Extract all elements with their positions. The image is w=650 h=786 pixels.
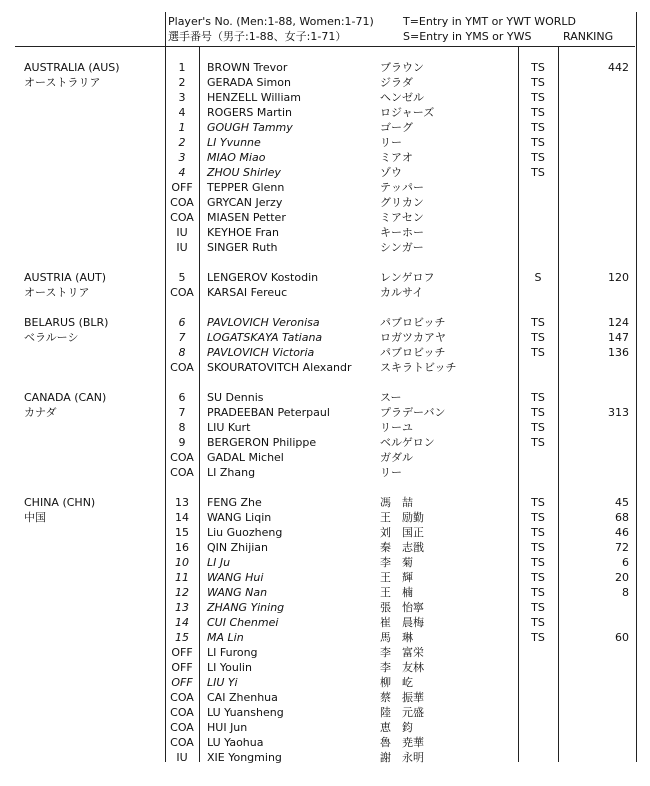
player-name: BROWN Trevor [207, 61, 288, 74]
player-name-jp: プラデーバン [380, 406, 446, 419]
player-row [0, 495, 650, 510]
player-row [0, 720, 650, 735]
player-name-jp: 謝 永明 [380, 751, 424, 764]
player-name: WANG Liqin [207, 511, 272, 524]
player-name: WANG Hui [207, 571, 264, 584]
player-name: ZHOU Shirley [207, 166, 281, 179]
player-number: COA [170, 286, 194, 299]
player-name: GADAL Michel [207, 451, 284, 464]
player-number: 2 [178, 76, 186, 89]
entry-s-legend: S=Entry in YMS or YWS [403, 30, 532, 43]
player-name-jp: 馬 琳 [380, 631, 413, 644]
player-name-jp: ブラウン [380, 61, 424, 74]
player-number: COA [170, 736, 194, 749]
player-row [0, 465, 650, 480]
player-name: GOUGH Tammy [207, 121, 293, 134]
ranking-value: 124 [608, 316, 629, 329]
player-name-jp: 崔 晨梅 [380, 616, 424, 629]
player-name-jp: リー [380, 136, 402, 149]
player-name: LU Yaohua [207, 736, 264, 749]
player-row [0, 315, 650, 330]
player-name: GRYCAN Jerzy [207, 196, 283, 209]
player-name-jp: ヘンゼル [380, 91, 424, 104]
player-row [0, 555, 650, 570]
player-name: PAVLOVICH Victoria [207, 346, 315, 359]
country-name-jp: ベラルーシ [24, 331, 79, 344]
player-number: COA [170, 361, 194, 374]
entry-code: TS [531, 331, 545, 344]
player-name-jp: ガダル [380, 451, 413, 464]
player-name-jp: パブロビッチ [380, 316, 446, 329]
player-name-jp: 王 励勤 [380, 511, 424, 524]
player-name: LI Ju [207, 556, 231, 569]
player-name-jp: ミアオ [380, 151, 413, 164]
entry-code: TS [531, 91, 545, 104]
player-number: COA [170, 706, 194, 719]
player-number: 3 [178, 91, 186, 104]
player-name: SKOURATOVITCH Alexandr [207, 361, 352, 374]
entry-code: TS [531, 511, 545, 524]
player-number: 15 [175, 526, 189, 539]
entry-code: TS [531, 421, 545, 434]
player-number: 15 [175, 631, 189, 644]
entry-code: TS [531, 166, 545, 179]
player-number: COA [170, 451, 194, 464]
player-row [0, 675, 650, 690]
player-number: 13 [175, 601, 189, 614]
player-row [0, 510, 650, 525]
player-row [0, 615, 650, 630]
entry-code: TS [531, 151, 545, 164]
entry-code: TS [531, 541, 545, 554]
player-name-jp: 李 菊 [380, 556, 413, 569]
entry-code: TS [531, 616, 545, 629]
entry-code: TS [531, 571, 545, 584]
player-row [0, 705, 650, 720]
player-name: PAVLOVICH Veronisa [207, 316, 320, 329]
player-number: 6 [178, 316, 186, 329]
player-number: 10 [175, 556, 189, 569]
ranking-value: 136 [608, 346, 629, 359]
entry-code: TS [531, 406, 545, 419]
entry-code: TS [531, 106, 545, 119]
player-name-jp: ロジャーズ [380, 106, 435, 119]
player-number: 1 [178, 61, 186, 74]
header-rule [15, 46, 635, 47]
player-name-jp: ゾウ [380, 166, 402, 179]
entry-t-legend: T=Entry in YMT or YWT WORLD [403, 15, 576, 28]
ranking-value: 45 [615, 496, 629, 509]
player-name: SINGER Ruth [207, 241, 278, 254]
player-number: COA [170, 721, 194, 734]
player-number: OFF [171, 181, 193, 194]
player-name: BERGERON Philippe [207, 436, 317, 449]
player-name-jp: 張 怡寧 [380, 601, 424, 614]
ranking-value: 120 [608, 271, 629, 284]
player-name: XIE Yongming [207, 751, 282, 764]
player-row [0, 180, 650, 195]
player-row [0, 240, 650, 255]
entry-code: TS [531, 136, 545, 149]
ranking-value: 6 [622, 556, 629, 569]
player-name-jp: ロガツカアヤ [380, 331, 446, 344]
player-number: IU [176, 751, 188, 764]
country-name-jp: 中国 [24, 511, 46, 524]
country-name-jp: オーストリア [24, 286, 90, 299]
ranking-value: 147 [608, 331, 629, 344]
player-name: CUI Chenmei [207, 616, 279, 629]
player-name: LU Yuansheng [207, 706, 284, 719]
player-name: LI Furong [207, 646, 258, 659]
player-name-jp: 王 楠 [380, 586, 413, 599]
player-name-jp: スキラトビッチ [380, 361, 457, 374]
player-name-jp: 李 友林 [380, 661, 424, 674]
player-number: 3 [178, 151, 186, 164]
player-row [0, 660, 650, 675]
entry-code: TS [531, 556, 545, 569]
player-row [0, 195, 650, 210]
player-name: FENG Zhe [207, 496, 262, 509]
player-name-jp: テッパー [380, 181, 424, 194]
player-row [0, 285, 650, 300]
ranking-value: 313 [608, 406, 629, 419]
player-name: GERADA Simon [207, 76, 291, 89]
player-number: 2 [178, 136, 186, 149]
player-row [0, 630, 650, 645]
country-name: AUSTRIA (AUT) [24, 271, 107, 284]
player-name-jp: 魯 尭華 [380, 736, 424, 749]
player-name: ZHANG Yining [207, 601, 285, 614]
player-number: OFF [171, 646, 193, 659]
player-number: OFF [171, 661, 193, 674]
player-number: 7 [178, 331, 186, 344]
entry-code: TS [531, 346, 545, 359]
player-number: COA [170, 466, 194, 479]
players-no-header-jp: 選手番号（男子:1-88、女子:1-71） [168, 30, 347, 43]
player-number: 16 [175, 541, 189, 554]
player-name-jp: キーホー [380, 226, 424, 239]
entry-code: TS [531, 76, 545, 89]
country-name: AUSTRALIA (AUS) [24, 61, 120, 74]
player-number: 7 [178, 406, 186, 419]
player-row [0, 90, 650, 105]
player-name: MA Lin [207, 631, 244, 644]
player-name-jp: 陸 元盛 [380, 706, 424, 719]
player-name: HUI Jun [207, 721, 248, 734]
player-name-jp: 秦 志戩 [380, 541, 424, 554]
country-name: BELARUS (BLR) [24, 316, 109, 329]
player-row [0, 525, 650, 540]
player-row [0, 390, 650, 405]
player-number: 6 [178, 391, 186, 404]
player-name-jp: 柳 屹 [380, 676, 413, 689]
ranking-value: 20 [615, 571, 629, 584]
player-number: IU [176, 226, 188, 239]
player-number: COA [170, 691, 194, 704]
entry-code: TS [531, 316, 545, 329]
player-row [0, 435, 650, 450]
player-name: MIASEN Petter [207, 211, 286, 224]
player-name: KEYHOE Fran [207, 226, 280, 239]
player-number: IU [176, 241, 188, 254]
player-name: Liu Guozheng [207, 526, 283, 539]
player-name: TEPPER Glenn [207, 181, 285, 194]
entry-code: TS [531, 436, 545, 449]
entry-code: TS [531, 631, 545, 644]
player-number: 8 [178, 346, 186, 359]
player-row [0, 165, 650, 180]
entry-code: TS [531, 526, 545, 539]
player-row [0, 585, 650, 600]
player-name-jp: 馮 喆 [380, 496, 413, 509]
player-name: MIAO Miao [207, 151, 266, 164]
player-name: HENZELL William [207, 91, 302, 104]
entry-code: TS [531, 121, 545, 134]
player-row [0, 120, 650, 135]
player-row [0, 105, 650, 120]
player-number: 5 [178, 271, 186, 284]
player-number: 9 [178, 436, 186, 449]
player-name: CAI Zhenhua [207, 691, 278, 704]
player-row [0, 330, 650, 345]
player-name: LIU Kurt [207, 421, 251, 434]
player-number: OFF [171, 676, 193, 689]
player-row [0, 420, 650, 435]
entry-code: TS [531, 391, 545, 404]
player-row [0, 540, 650, 555]
entry-code: TS [531, 601, 545, 614]
player-number: COA [170, 211, 194, 224]
entry-code: S [534, 271, 542, 284]
player-row [0, 690, 650, 705]
player-row [0, 210, 650, 225]
player-name-jp: 刘 国正 [380, 526, 424, 539]
entry-code: TS [531, 586, 545, 599]
player-number: 4 [178, 166, 186, 179]
player-name: LI Yvunne [207, 136, 261, 149]
country-name-jp: カナダ [24, 406, 57, 419]
player-name-jp: リーユ [380, 421, 413, 434]
player-number: COA [170, 196, 194, 209]
player-number: 12 [175, 586, 189, 599]
ranking-value: 72 [615, 541, 629, 554]
player-name: KARSAI Fereuc [207, 286, 288, 299]
player-row [0, 450, 650, 465]
player-row [0, 645, 650, 660]
ranking-value: 60 [615, 631, 629, 644]
player-row [0, 360, 650, 375]
player-name-jp: 恵 鈞 [380, 721, 413, 734]
player-number: 14 [175, 511, 189, 524]
player-name-jp: ベルゲロン [380, 436, 435, 449]
player-number: 8 [178, 421, 186, 434]
country-name: CANADA (CAN) [24, 391, 107, 404]
player-name-jp: スー [380, 391, 402, 404]
player-name-jp: グリカン [380, 196, 424, 209]
player-name: LENGEROV Kostodin [207, 271, 319, 284]
player-name-jp: 王 輝 [380, 571, 413, 584]
player-name: LOGATSKAYA Tatiana [207, 331, 323, 344]
player-row [0, 270, 650, 285]
player-row [0, 570, 650, 585]
player-name-jp: ゴーグ [380, 121, 413, 134]
player-name-jp: 李 富栄 [380, 646, 424, 659]
player-row [0, 225, 650, 240]
player-name: QIN Zhijian [207, 541, 269, 554]
player-name: PRADEEBAN Peterpaul [207, 406, 330, 419]
player-name-jp: ジラダ [380, 76, 413, 89]
player-number: 1 [178, 121, 186, 134]
player-row [0, 75, 650, 90]
player-name: WANG Nan [207, 586, 268, 599]
players-no-header: Player's No. (Men:1-88, Women:1-71) [168, 15, 374, 28]
country-name-jp: オーストラリア [24, 76, 101, 89]
player-number: 13 [175, 496, 189, 509]
player-name-jp: カルサイ [380, 286, 424, 299]
player-name-jp: レンゲロフ [380, 271, 435, 284]
player-name-jp: 蔡 振華 [380, 691, 424, 704]
player-name-jp: ミアセン [380, 211, 424, 224]
player-row [0, 405, 650, 420]
player-number: 4 [178, 106, 186, 119]
player-name-jp: リー [380, 466, 402, 479]
player-name-jp: シンガー [380, 241, 424, 254]
player-row [0, 60, 650, 75]
player-number: 14 [175, 616, 189, 629]
player-row [0, 600, 650, 615]
ranking-value: 8 [622, 586, 629, 599]
country-name: CHINA (CHN) [24, 496, 96, 509]
player-name: SU Dennis [207, 391, 264, 404]
ranking-value: 442 [608, 61, 629, 74]
player-name: LIU Yi [207, 676, 238, 689]
ranking-value: 68 [615, 511, 629, 524]
player-row [0, 150, 650, 165]
player-row [0, 750, 650, 765]
player-row [0, 735, 650, 750]
player-name: LI Youlin [207, 661, 252, 674]
player-name-jp: パブロビッチ [380, 346, 446, 359]
entry-code: TS [531, 496, 545, 509]
ranking-header: RANKING [563, 30, 614, 43]
ranking-value: 46 [615, 526, 629, 539]
player-name: LI Zhang [207, 466, 256, 479]
player-row [0, 135, 650, 150]
player-number: 11 [175, 571, 189, 584]
entry-code: TS [531, 61, 545, 74]
player-name: ROGERS Martin [207, 106, 292, 119]
player-row [0, 345, 650, 360]
